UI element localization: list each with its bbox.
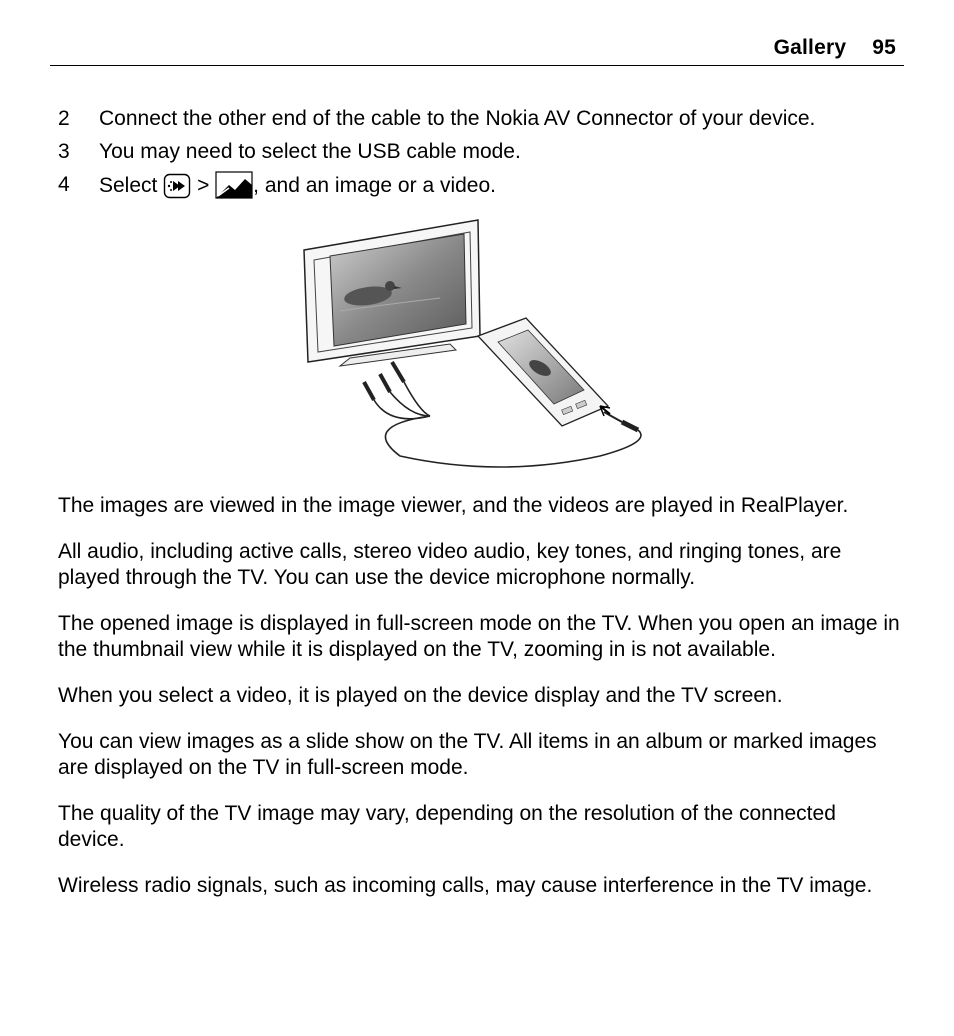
step-number: 4 — [58, 173, 70, 196]
tv-connection-illustration — [300, 216, 660, 476]
page-header — [50, 36, 904, 66]
section-title: Gallery — [773, 36, 847, 59]
body-text — [58, 493, 908, 919]
step-item — [58, 138, 908, 171]
paragraph: Wireless radio signals, such as incoming calls, may cause interference in the TV image. — [58, 874, 873, 897]
paragraph: The quality of the TV image may vary, depending on the resolution of the connected device. — [58, 802, 836, 851]
paragraph: The images are viewed in the image viewer, and the videos are played in RealPlayer. — [58, 494, 849, 517]
gallery-image-icon — [215, 171, 253, 207]
step-item — [58, 105, 908, 138]
step-number: 2 — [58, 107, 70, 130]
steps-list — [58, 105, 908, 204]
step-suffix: , and an image or a video. — [253, 174, 496, 197]
page-number: 95 — [872, 36, 896, 59]
step-text: Connect the other end of the cable to the Nokia AV Connector of your device. — [99, 107, 816, 130]
step-number: 3 — [58, 140, 70, 163]
paragraph: The opened image is displayed in full-screen mode on the TV. When you open an image in the thumbnail view while it is displayed on the TV, zooming in is not available. — [58, 612, 900, 661]
paragraph: You can view images as a slide show on the TV. All items in an album or marked images are displayed on the TV in full-screen mode. — [58, 730, 877, 779]
paragraph: All audio, including active calls, stereo video audio, key tones, and ringing tones, are played through the TV. You can use the device microphone normally. — [58, 540, 842, 589]
step-text — [99, 171, 496, 207]
paragraph: When you select a video, it is played on the device display and the TV screen. — [58, 684, 783, 707]
header-text — [774, 36, 896, 60]
step-separator: > — [197, 174, 210, 197]
step-text: You may need to select the USB cable mode. — [99, 140, 521, 163]
menu-arrow-icon — [163, 173, 191, 207]
step-item — [58, 171, 908, 204]
step-prefix: Select — [99, 174, 158, 197]
